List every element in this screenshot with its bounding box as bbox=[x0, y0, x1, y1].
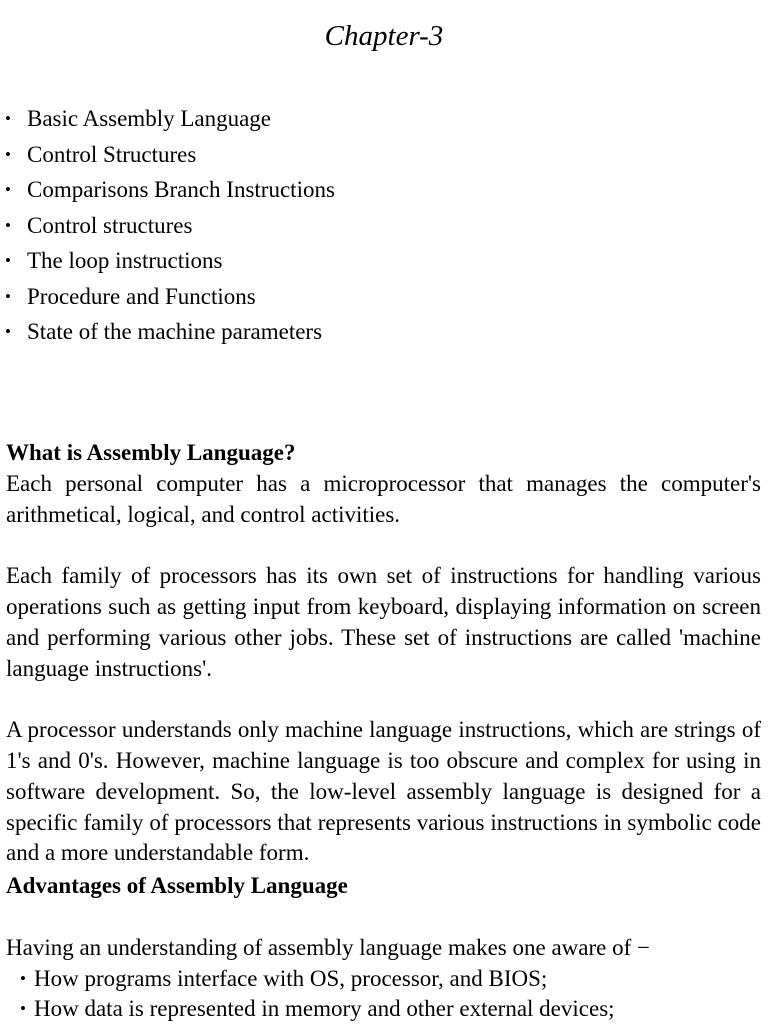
advantages-list-item-label: How data is represented in memory and other external devices; bbox=[34, 996, 615, 1022]
paragraph-spacer bbox=[6, 684, 761, 715]
paragraph: Having an understanding of assembly language makes one aware of − bbox=[6, 934, 650, 960]
bullet-icon: • bbox=[20, 968, 26, 988]
paragraph-spacer bbox=[6, 902, 761, 933]
paragraph: A processor understands only machine language instructions, which are strings of 1's and 0's. However, machine language is too obscure and complex for using in software development. So, the low-level assembly language is designed for a specific family of processors that represents various instructions in symbolic code and a more understandable form. bbox=[6, 717, 761, 866]
advantages-list bbox=[6, 964, 761, 1025]
topics-list-item bbox=[0, 243, 335, 279]
topics-list-item bbox=[0, 208, 335, 244]
chapter-title: Chapter-3 bbox=[324, 20, 444, 52]
topics-list-item-label: The loop instructions bbox=[27, 248, 223, 273]
section-heading-advantages: Advantages of Assembly Language bbox=[6, 873, 348, 899]
bullet-icon: • bbox=[5, 215, 11, 235]
paragraph-spacer bbox=[6, 530, 761, 561]
topics-list-item bbox=[0, 137, 335, 173]
paragraph: Each family of processors has its own set of instructions for handling various operations such as getting input from keyboard, displaying information on screen and performing various other jobs. These set of instructions are called 'machine language instructions'. bbox=[6, 563, 761, 681]
topics-list-item-label: Basic Assembly Language bbox=[27, 106, 272, 131]
topics-list-item bbox=[0, 279, 335, 315]
bullet-icon: • bbox=[20, 999, 26, 1019]
bullet-icon: • bbox=[5, 144, 11, 164]
advantages-list-item bbox=[6, 964, 761, 995]
topics-list-item-label: State of the machine parameters bbox=[27, 319, 323, 344]
bullet-icon: • bbox=[5, 322, 11, 341]
topics-list-item bbox=[0, 172, 335, 208]
topics-list-item-label: Control Structures bbox=[27, 141, 197, 167]
topics-list-item-label: Control structures bbox=[27, 212, 193, 238]
section-heading-what-is-assembly: What is Assembly Language? bbox=[6, 440, 296, 465]
topics-list-item-label: Procedure and Functions bbox=[27, 283, 256, 309]
topics-list-item bbox=[0, 314, 335, 350]
bullet-icon: • bbox=[5, 286, 11, 306]
bullet-icon: • bbox=[5, 180, 11, 199]
paragraph: Each personal computer has a microprocessor that manages the computer's arithmetical, logical, and control activities. bbox=[6, 470, 761, 527]
topics-list-item-label: Comparisons Branch Instructions bbox=[27, 177, 335, 202]
bullet-icon: • bbox=[5, 109, 11, 128]
main-content bbox=[6, 438, 761, 1025]
advantages-list-item-label: How programs interface with OS, processor, and BIOS; bbox=[34, 965, 548, 991]
advantages-list-item bbox=[6, 994, 761, 1025]
topics-list bbox=[0, 101, 335, 350]
topics-list-item bbox=[0, 101, 335, 137]
bullet-icon: • bbox=[5, 251, 11, 270]
